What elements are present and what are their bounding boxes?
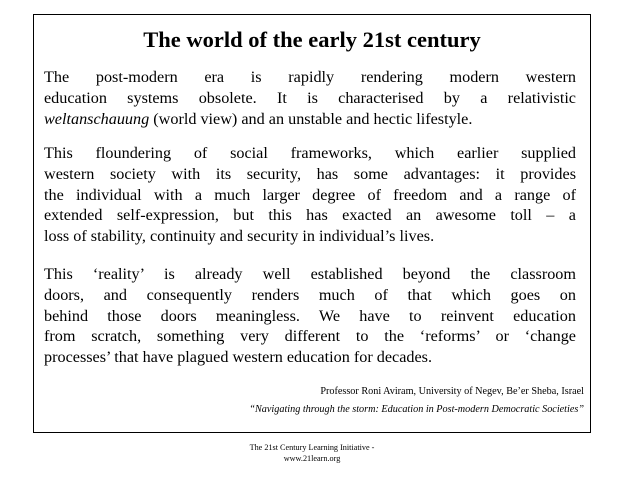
paragraph-line: This ‘reality’ is already well established beyond the classroom (44, 265, 576, 283)
footer-url: www.21learn.org (283, 454, 341, 463)
paragraph-line: education systems obsolete. It is characterised by a relativistic (44, 88, 576, 107)
paragraph-line: western society with its security, has some advantages: it provides (44, 164, 576, 183)
page-title: The world of the early 21st century (143, 27, 481, 52)
paragraph-line: the individual with a much larger degree of freedom and a range of (44, 185, 576, 204)
paragraph-line: extended self-expression, but this has exacted an awesome toll – a (44, 206, 576, 225)
paragraph-line: processes’ that have plagued western education for decades. (44, 348, 433, 367)
attribution-author: Professor Roni Aviram, University of Negev, Be’er Sheba, Israel (320, 386, 584, 397)
paragraph-line: loss of stability, continuity and security in individual’s lives. (44, 227, 435, 246)
paragraph-line: doors, and consequently renders much of that which goes on (44, 285, 576, 304)
paragraph-postmodern-era (44, 67, 576, 129)
paragraph-reality (44, 264, 576, 368)
paragraph-line-rest: (world view) and an unstable and hectic lifestyle. (149, 109, 473, 128)
paragraph-line (44, 109, 576, 130)
paragraph-line: The post-modern era is rapidly rendering modern western (44, 68, 576, 86)
paragraph-line: behind those doors meaningless. We have to reinvent education (44, 306, 576, 325)
paragraph-line: This floundering of social frameworks, which earlier supplied (44, 144, 576, 162)
attribution-source: “Navigating through the storm: Education in Post-modern Democratic Societies” (249, 404, 584, 415)
weltanschauung-term: weltanschauung (44, 109, 150, 128)
paragraph-line: from scratch, something very different to the ‘reforms’ or ‘change (44, 327, 576, 346)
paragraph-social-frameworks (44, 143, 576, 247)
footer-organization: The 21st Century Learning Initiative - (249, 443, 375, 452)
